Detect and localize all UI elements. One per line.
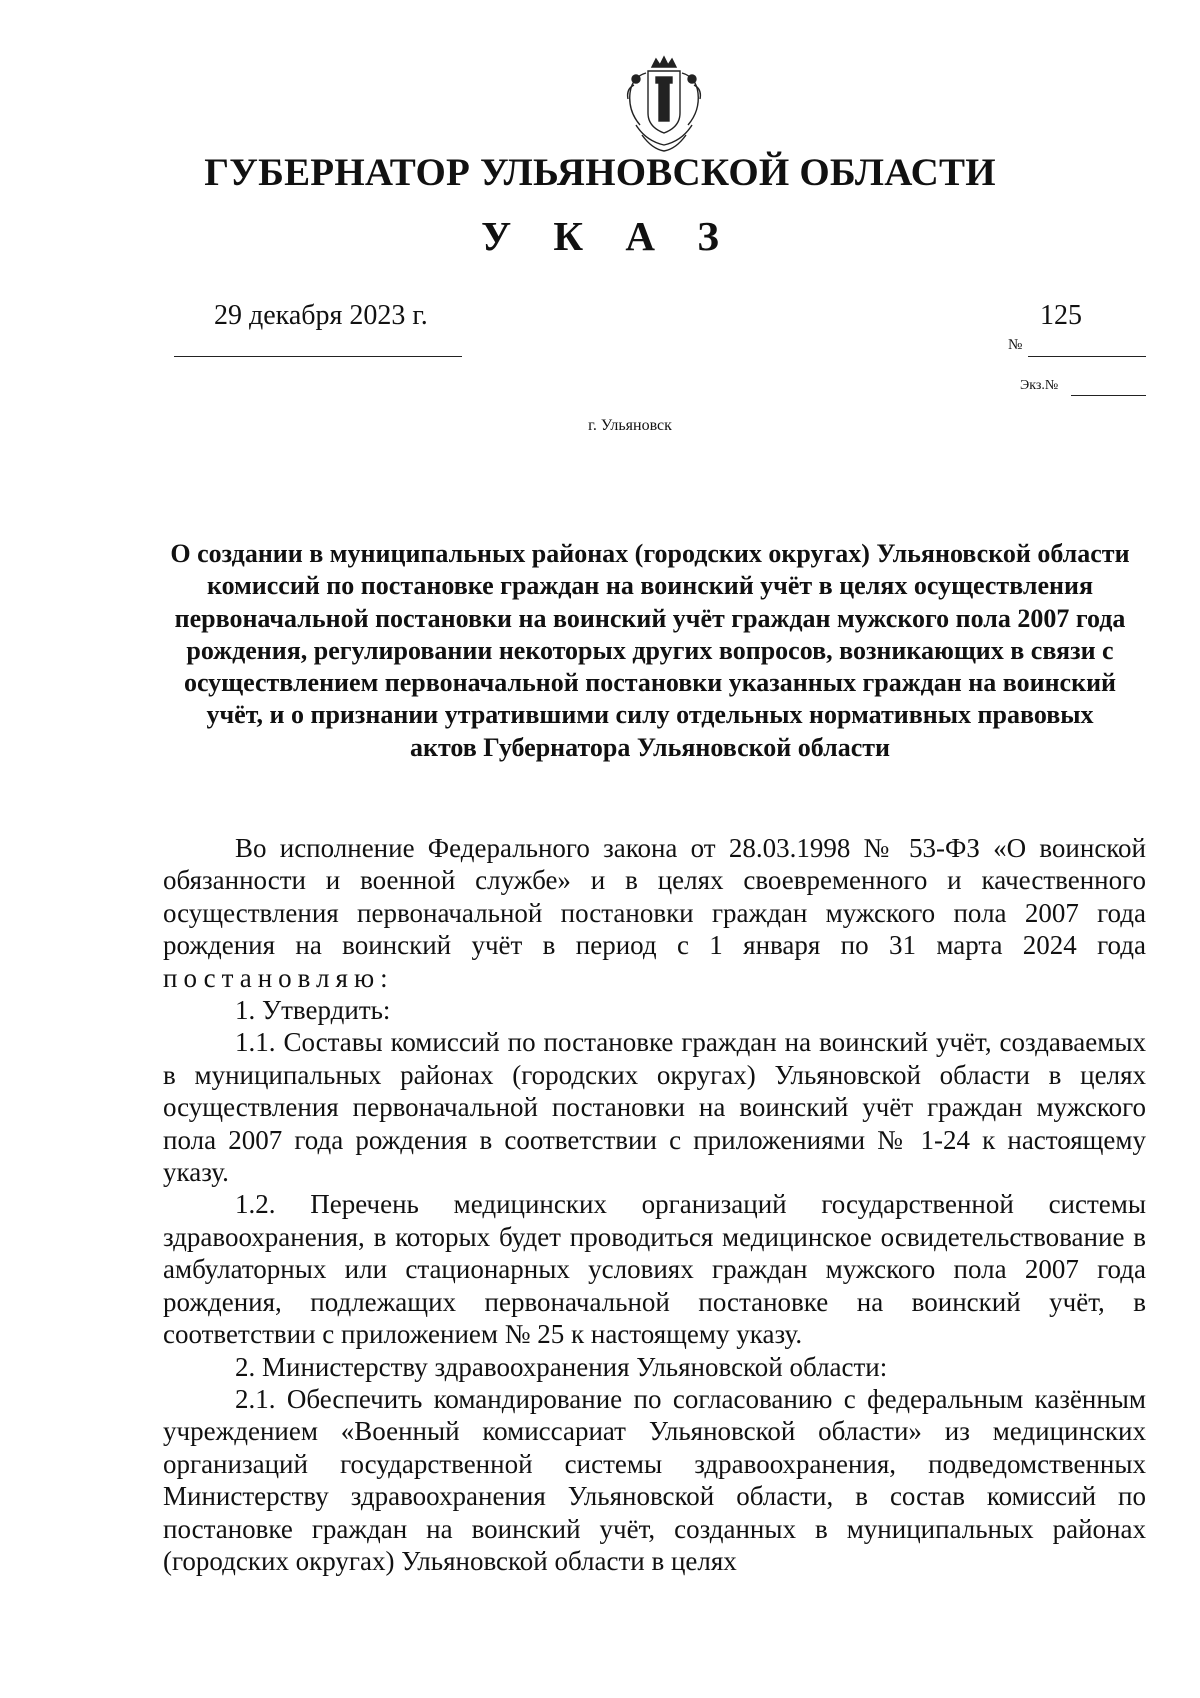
- decree-number: 125: [1040, 300, 1082, 331]
- paragraph-2: 2. Министерству здравоохранения Ульяновской области:: [235, 1351, 888, 1382]
- decree-date: 29 декабря 2023 г.: [214, 300, 428, 331]
- copy-number-label: Экз.№: [1020, 378, 1059, 393]
- number-underline: [1028, 356, 1146, 357]
- decree-word: постановляю:: [163, 962, 394, 993]
- issuing-authority: ГУБЕРНАТОР УЛЬЯНОВСКОЙ ОБЛАСТИ: [204, 151, 996, 194]
- paragraph-2-1: 2.1. Обеспечить командирование по согласованию с федеральным казённым учреждением «Военный комиссариат Ульяновской области» из медицинских организаций государственной системы здравоохранения, подведомственных Министерству здравоохранения Ульяновской области, в состав комиссий по постановке граждан на воинский учёт, созданных в муниципальных районах (городских округах) Ульяновской области в целях: [163, 1383, 1146, 1576]
- number-label: №: [1008, 337, 1023, 353]
- decree-title: О создании в муниципальных районах (городских округах) Ульяновской области комиссий по постановке граждан на воинский учёт в целях осуществления первоначальной постановки на воинский учёт граждан мужского пола 2007 года рождения, регулировании некоторых других вопросов, возникающих в связи с осуществлением первоначальной постановки указанных граждан на воинский учёт, и о признании утратившими силу отдельных нормативных правовых актов Губернатора Ульяновской области: [170, 539, 1130, 762]
- coat-of-arms-icon: [622, 55, 706, 155]
- document-type: У К А З: [481, 213, 735, 259]
- city: г. Ульяновск: [588, 417, 672, 434]
- preamble: Во исполнение Федерального закона от 28.03.1998 № 53-ФЗ «О воинской обязанности и военной службе» и в целях своевременного и качественного осуществления первоначальной постановки граждан мужского пола 2007 года рождения на воинский учёт в период с 1 января по 31 марта 2024 года постановляю:: [163, 833, 1146, 993]
- date-underline: [174, 356, 462, 357]
- decree-body: [163, 832, 1146, 1577]
- copy-number-underline: [1071, 395, 1146, 396]
- paragraph-1: 1. Утвердить:: [235, 995, 391, 1026]
- paragraph-1-2: 1.2. Перечень медицинских организаций государственной системы здравоохранения, в которых будет проводиться медицинское освидетельствование в амбулаторных или стационарных условиях граждан мужского пола 2007 года рождения, подлежащих первоначальной постановке на воинский учёт, в соответствии с приложением № 25 к настоящему указу.: [163, 1189, 1146, 1350]
- paragraph-1-1: 1.1. Составы комиссий по постановке граждан на воинский учёт, создаваемых в муниципальных районах (городских округах) Ульяновской области в целях осуществления первоначальной постановки на воинский учёт граждан мужского пола 2007 года рождения в соответствии с приложениями № 1-24 к настоящему указу.: [163, 1027, 1146, 1188]
